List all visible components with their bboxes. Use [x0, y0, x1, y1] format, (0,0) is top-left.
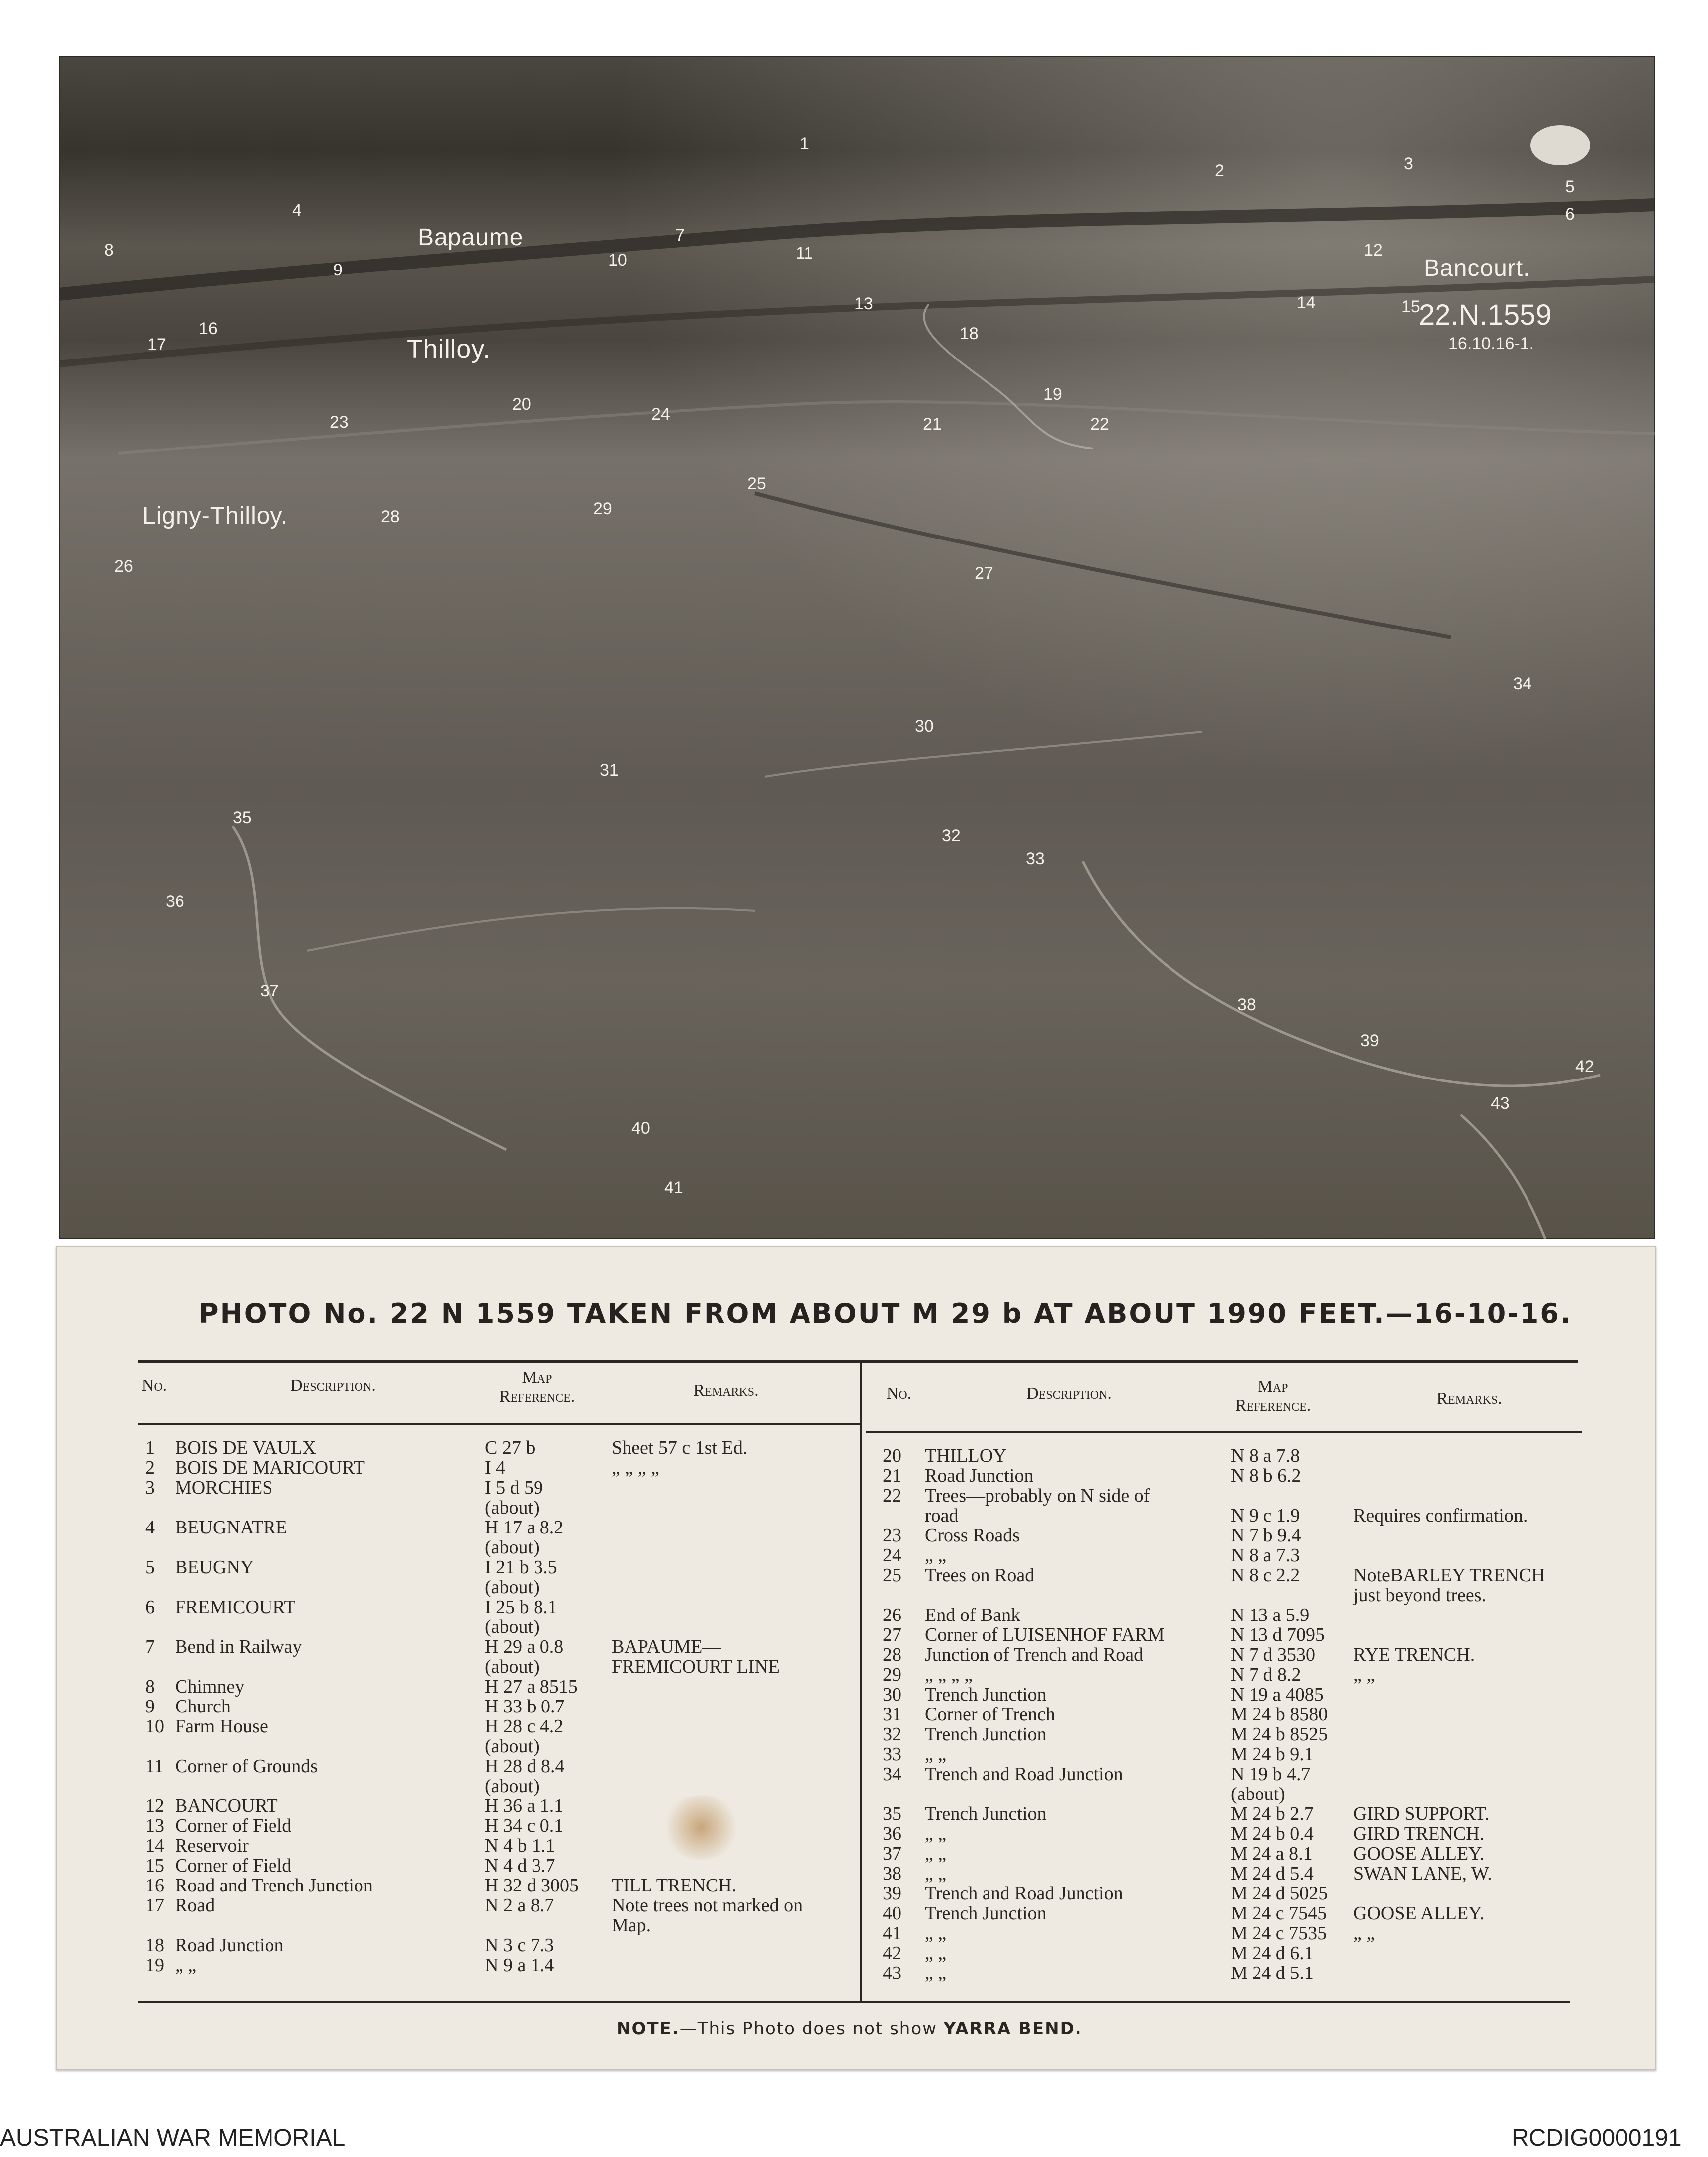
cell-no: 20 [883, 1445, 901, 1466]
cell-desc: „ „ [925, 1744, 947, 1765]
marker-15: 15 [1401, 297, 1420, 316]
cell-map: N 7 d 8.2 [1231, 1664, 1301, 1685]
cell-remarks: „ „ „ „ [612, 1457, 659, 1478]
cell-map: N 4 b 1.1 [485, 1835, 555, 1856]
table-top-rule [138, 1360, 1578, 1363]
cell-desc: BEUGNY [175, 1557, 254, 1578]
cell-desc: Road and Trench Junction [175, 1875, 373, 1896]
cell-map: N 2 a 8.7 [485, 1895, 554, 1916]
cell-map: M 24 d 6.1 [1231, 1943, 1314, 1964]
cell-remarks: Sheet 57 c 1st Ed. [612, 1438, 748, 1458]
water-stain [661, 1795, 741, 1860]
cell-desc: THILLOY [925, 1445, 1007, 1466]
cell-map: C 27 b [485, 1438, 536, 1458]
place-label-ligny-thilloy: Ligny-Thilloy. [142, 503, 288, 529]
marker-13: 13 [854, 294, 873, 313]
marker-27: 27 [975, 564, 993, 583]
cell-desc: „ „ [925, 1545, 947, 1566]
cell-map: I 5 d 59 [485, 1477, 543, 1498]
cell-desc: „ „ „ „ [925, 1664, 973, 1685]
cell-desc: Chimney [175, 1676, 245, 1697]
cell-desc: Trench Junction [925, 1684, 1047, 1705]
cell-desc: „ „ [925, 1943, 947, 1964]
cell-no: 9 [145, 1696, 155, 1717]
cell-remarks: just beyond trees. [1353, 1585, 1487, 1606]
photo-date-stamp: 16.10.16-1. [1448, 334, 1534, 353]
cell-desc: Corner of Field [175, 1815, 292, 1836]
cell-desc: Road [175, 1895, 215, 1916]
marker-21: 21 [923, 415, 942, 434]
cell-map: (about) [485, 1776, 539, 1797]
cell-map: H 17 a 8.2 [485, 1517, 564, 1538]
marker-4: 4 [292, 201, 302, 220]
aerial-photograph [59, 56, 1655, 1239]
cell-desc: Trees on Road [925, 1565, 1035, 1586]
cell-no: 1 [145, 1438, 155, 1458]
cell-desc: Corner of Field [175, 1855, 292, 1876]
cell-map: I 4 [485, 1457, 506, 1478]
cell-map: H 32 d 3005 [485, 1875, 579, 1896]
cell-desc: Trench Junction [925, 1803, 1047, 1824]
cell-no: 38 [883, 1863, 901, 1884]
cell-map: (about) [485, 1497, 539, 1518]
marker-18: 18 [960, 324, 979, 343]
cell-no: 39 [883, 1883, 901, 1904]
cell-desc: Corner of LUISENHOF FARM [925, 1624, 1165, 1645]
cell-map: (about) [485, 1736, 539, 1757]
cell-map: N 8 b 6.2 [1231, 1465, 1301, 1486]
cell-map: H 36 a 1.1 [485, 1796, 564, 1816]
marker-37: 37 [260, 982, 279, 1000]
cell-no: 35 [883, 1803, 901, 1824]
cell-desc: road [925, 1505, 959, 1526]
marker-19: 19 [1043, 385, 1062, 404]
cell-map: M 24 b 0.4 [1231, 1823, 1314, 1844]
cell-no: 27 [883, 1624, 901, 1645]
cell-no: 22 [883, 1485, 901, 1506]
cell-map: H 28 d 8.4 [485, 1756, 565, 1777]
marker-16: 16 [199, 319, 218, 338]
cell-desc: Corner of Grounds [175, 1756, 318, 1777]
cell-desc: Trees—probably on N side of [925, 1485, 1150, 1506]
cell-map: M 24 b 8525 [1231, 1724, 1328, 1745]
cell-remarks: GOOSE ALLEY. [1353, 1903, 1485, 1924]
cell-map: (about) [485, 1617, 539, 1637]
marker-30: 30 [915, 717, 934, 736]
card-note [617, 2019, 1082, 2039]
header-remarks-right: Remarks. [1437, 1389, 1502, 1408]
cell-remarks: Map. [612, 1915, 651, 1936]
table-column-divider [860, 1362, 862, 2001]
cell-desc: „ „ [925, 1843, 947, 1864]
table-header-rule-right [866, 1431, 1582, 1433]
marker-41: 41 [664, 1178, 683, 1197]
marker-31: 31 [600, 761, 619, 780]
marker-36: 36 [166, 892, 184, 911]
cell-remarks: GIRD TRENCH. [1353, 1823, 1485, 1844]
marker-12: 12 [1364, 241, 1383, 260]
cell-no: 6 [145, 1597, 155, 1618]
cell-no: 17 [145, 1895, 164, 1916]
marker-24: 24 [651, 405, 670, 424]
cell-remarks: „ „ [1353, 1664, 1375, 1685]
cell-desc: Church [175, 1696, 231, 1717]
cell-map: H 28 c 4.2 [485, 1716, 564, 1737]
cell-desc: Junction of Trench and Road [925, 1644, 1144, 1665]
cell-no: 28 [883, 1644, 901, 1665]
cell-no: 42 [883, 1943, 901, 1964]
cell-no: 23 [883, 1525, 901, 1546]
cell-map: (about) [485, 1577, 539, 1598]
cell-map: M 24 b 8580 [1231, 1704, 1328, 1725]
cell-no: 29 [883, 1664, 901, 1685]
cell-desc: Corner of Trench [925, 1704, 1055, 1725]
cell-map: (about) [1231, 1784, 1285, 1804]
cell-map: M 24 b 2.7 [1231, 1803, 1314, 1824]
cell-remarks: RYE TRENCH. [1353, 1644, 1475, 1665]
marker-23: 23 [330, 413, 349, 432]
note-emphasis: YARRA BEND. [943, 2019, 1082, 2039]
cell-desc: „ „ [925, 1923, 947, 1944]
cell-remarks: Note trees not marked on [612, 1895, 803, 1916]
cell-no: 26 [883, 1605, 901, 1625]
note-label: NOTE. [617, 2019, 680, 2039]
marker-14: 14 [1297, 293, 1316, 312]
cell-remarks: FREMICOURT LINE [612, 1656, 780, 1677]
marker-20: 20 [512, 395, 531, 414]
cell-desc: BEUGNATRE [175, 1517, 287, 1538]
cell-map: I 21 b 3.5 [485, 1557, 557, 1578]
marker-9: 9 [333, 261, 343, 279]
card-title: PHOTO No. 22 N 1559 TAKEN FROM ABOUT M 29 b AT ABOUT 1990 FEET.—16-10-16. [199, 1298, 1572, 1329]
marker-1: 1 [800, 134, 809, 153]
cell-no: 32 [883, 1724, 901, 1745]
cell-no: 12 [145, 1796, 164, 1816]
cell-desc: BANCOURT [175, 1796, 278, 1816]
cell-map: M 24 d 5025 [1231, 1883, 1328, 1904]
cell-desc: MORCHIES [175, 1477, 273, 1498]
cell-map: H 33 b 0.7 [485, 1696, 565, 1717]
footer-institution: AUSTRALIAN WAR MEMORIAL [0, 2125, 346, 2151]
cell-remarks: BAPAUME— [612, 1636, 721, 1657]
cell-no: 43 [883, 1963, 901, 1983]
cell-map: (about) [485, 1656, 539, 1677]
marker-5: 5 [1565, 178, 1575, 196]
cell-remarks: SWAN LANE, W. [1353, 1863, 1492, 1884]
cell-remarks: GIRD SUPPORT. [1353, 1803, 1490, 1824]
cell-no: 16 [145, 1875, 164, 1896]
header-description-right: Description. [1026, 1384, 1112, 1403]
cell-desc: Road Junction [175, 1935, 284, 1956]
cell-remarks: NoteBARLEY TRENCH [1353, 1565, 1545, 1586]
table-bottom-rule [138, 2001, 1570, 2003]
marker-28: 28 [381, 507, 400, 526]
cell-map: H 29 a 0.8 [485, 1636, 564, 1657]
marker-38: 38 [1237, 995, 1256, 1014]
cell-desc: „ „ [175, 1955, 197, 1976]
marker-2: 2 [1215, 161, 1224, 180]
cell-no: 36 [883, 1823, 901, 1844]
cell-no: 13 [145, 1815, 164, 1836]
marker-8: 8 [104, 241, 114, 260]
marker-39: 39 [1360, 1031, 1379, 1050]
cell-no: 14 [145, 1835, 164, 1856]
cell-map: N 7 d 3530 [1231, 1644, 1315, 1665]
header-map-reference-right: Map Reference. [1235, 1377, 1311, 1415]
header-map-reference-left: Map Reference. [499, 1368, 575, 1406]
cell-remarks: TILL TRENCH. [612, 1875, 737, 1896]
cell-map: N 8 c 2.2 [1231, 1565, 1300, 1586]
cell-no: 41 [883, 1923, 901, 1944]
marker-32: 32 [942, 826, 961, 845]
place-label-bapaume: Bapaume [418, 224, 524, 251]
table-header-rule-left [138, 1423, 862, 1425]
cell-desc: Cross Roads [925, 1525, 1020, 1546]
cell-desc: Trench Junction [925, 1903, 1047, 1924]
cell-no: 24 [883, 1545, 901, 1566]
cell-map: N 7 b 9.4 [1231, 1525, 1301, 1546]
cell-no: 31 [883, 1704, 901, 1725]
cell-no: 8 [145, 1676, 155, 1697]
cell-no: 25 [883, 1565, 901, 1586]
cell-no: 10 [145, 1716, 164, 1737]
cell-desc: Trench Junction [925, 1724, 1047, 1745]
cell-map: M 24 d 5.1 [1231, 1963, 1314, 1983]
cell-no: 19 [145, 1955, 164, 1976]
header-remarks-left: Remarks. [693, 1381, 759, 1400]
marker-35: 35 [233, 809, 252, 827]
cell-no: 33 [883, 1744, 901, 1765]
cell-desc: Trench and Road Junction [925, 1883, 1123, 1904]
cell-no: 4 [145, 1517, 155, 1538]
cell-map: N 13 a 5.9 [1231, 1605, 1310, 1625]
cell-map: (about) [485, 1537, 539, 1558]
marker-22: 22 [1090, 415, 1109, 434]
cell-desc: FREMICOURT [175, 1597, 296, 1618]
cell-no: 18 [145, 1935, 164, 1956]
cell-no: 30 [883, 1684, 901, 1705]
cell-no: 7 [145, 1636, 155, 1657]
cell-no: 21 [883, 1465, 901, 1486]
cell-remarks: Requires confirmation. [1353, 1505, 1528, 1526]
marker-33: 33 [1026, 849, 1045, 868]
cell-map: M 24 d 5.4 [1231, 1863, 1314, 1884]
cell-map: N 19 b 4.7 [1231, 1764, 1311, 1785]
marker-6: 6 [1565, 205, 1575, 224]
marker-7: 7 [675, 226, 685, 245]
cell-map: N 3 c 7.3 [485, 1935, 554, 1956]
marker-43: 43 [1491, 1094, 1510, 1113]
cell-no: 34 [883, 1764, 901, 1785]
cell-no: 11 [145, 1756, 164, 1777]
marker-40: 40 [631, 1119, 650, 1138]
marker-11: 11 [796, 244, 813, 263]
place-label-thilloy: Thilloy. [407, 335, 491, 363]
cell-desc: „ „ [925, 1963, 947, 1983]
cell-no: 2 [145, 1457, 155, 1478]
cell-map: M 24 a 8.1 [1231, 1843, 1313, 1864]
cell-map: N 8 a 7.3 [1231, 1545, 1300, 1566]
cell-map: M 24 c 7535 [1231, 1923, 1327, 1944]
cell-map: H 34 c 0.1 [485, 1815, 564, 1836]
cell-map: N 4 d 3.7 [485, 1855, 555, 1876]
cell-no: 3 [145, 1477, 155, 1498]
cell-map: N 8 a 7.8 [1231, 1445, 1300, 1466]
marker-10: 10 [608, 251, 627, 270]
cell-remarks: „ „ [1353, 1923, 1375, 1944]
cell-desc: „ „ [925, 1823, 947, 1844]
cell-desc: Farm House [175, 1716, 268, 1737]
place-label-bancourt: Bancourt. [1424, 255, 1530, 281]
marker-26: 26 [114, 557, 133, 576]
header-description-left: Description. [290, 1376, 376, 1395]
marker-29: 29 [593, 499, 612, 518]
cell-desc: Reservoir [175, 1835, 249, 1856]
cell-no: 40 [883, 1903, 901, 1924]
cell-no: 15 [145, 1855, 164, 1876]
cell-map: M 24 c 7545 [1231, 1903, 1327, 1924]
header-no-left: No. [141, 1376, 167, 1395]
cell-desc: BOIS DE VAULX [175, 1438, 316, 1458]
cell-map: N 9 a 1.4 [485, 1955, 554, 1976]
marker-17: 17 [147, 335, 166, 354]
photo-reference-number: 22.N.1559 [1419, 299, 1552, 331]
cell-no: 5 [145, 1557, 155, 1578]
cell-map: N 19 a 4085 [1231, 1684, 1324, 1705]
footer-record-id: RCDIG0000191 [1512, 2125, 1682, 2151]
cell-map: N 13 d 7095 [1231, 1624, 1325, 1645]
cell-map: N 9 c 1.9 [1231, 1505, 1300, 1526]
cell-no: 37 [883, 1843, 901, 1864]
cell-map: H 27 a 8515 [485, 1676, 578, 1697]
marker-3: 3 [1404, 154, 1413, 173]
marker-34: 34 [1513, 674, 1532, 693]
header-no-right: No. [886, 1384, 912, 1403]
photo-terrain [59, 56, 1655, 1239]
cell-map: M 24 b 9.1 [1231, 1744, 1314, 1765]
cell-desc: End of Bank [925, 1605, 1021, 1625]
marker-42: 42 [1575, 1057, 1594, 1076]
cell-desc: „ „ [925, 1863, 947, 1884]
cell-desc: Trench and Road Junction [925, 1764, 1123, 1785]
cell-desc: BOIS DE MARICOURT [175, 1457, 365, 1478]
marker-25: 25 [747, 474, 766, 493]
cell-desc: Bend in Railway [175, 1636, 302, 1657]
cell-map: I 25 b 8.1 [485, 1597, 557, 1618]
cell-desc: Road Junction [925, 1465, 1034, 1486]
cell-remarks: GOOSE ALLEY. [1353, 1843, 1485, 1864]
note-text: —This Photo does not show [679, 2019, 944, 2039]
